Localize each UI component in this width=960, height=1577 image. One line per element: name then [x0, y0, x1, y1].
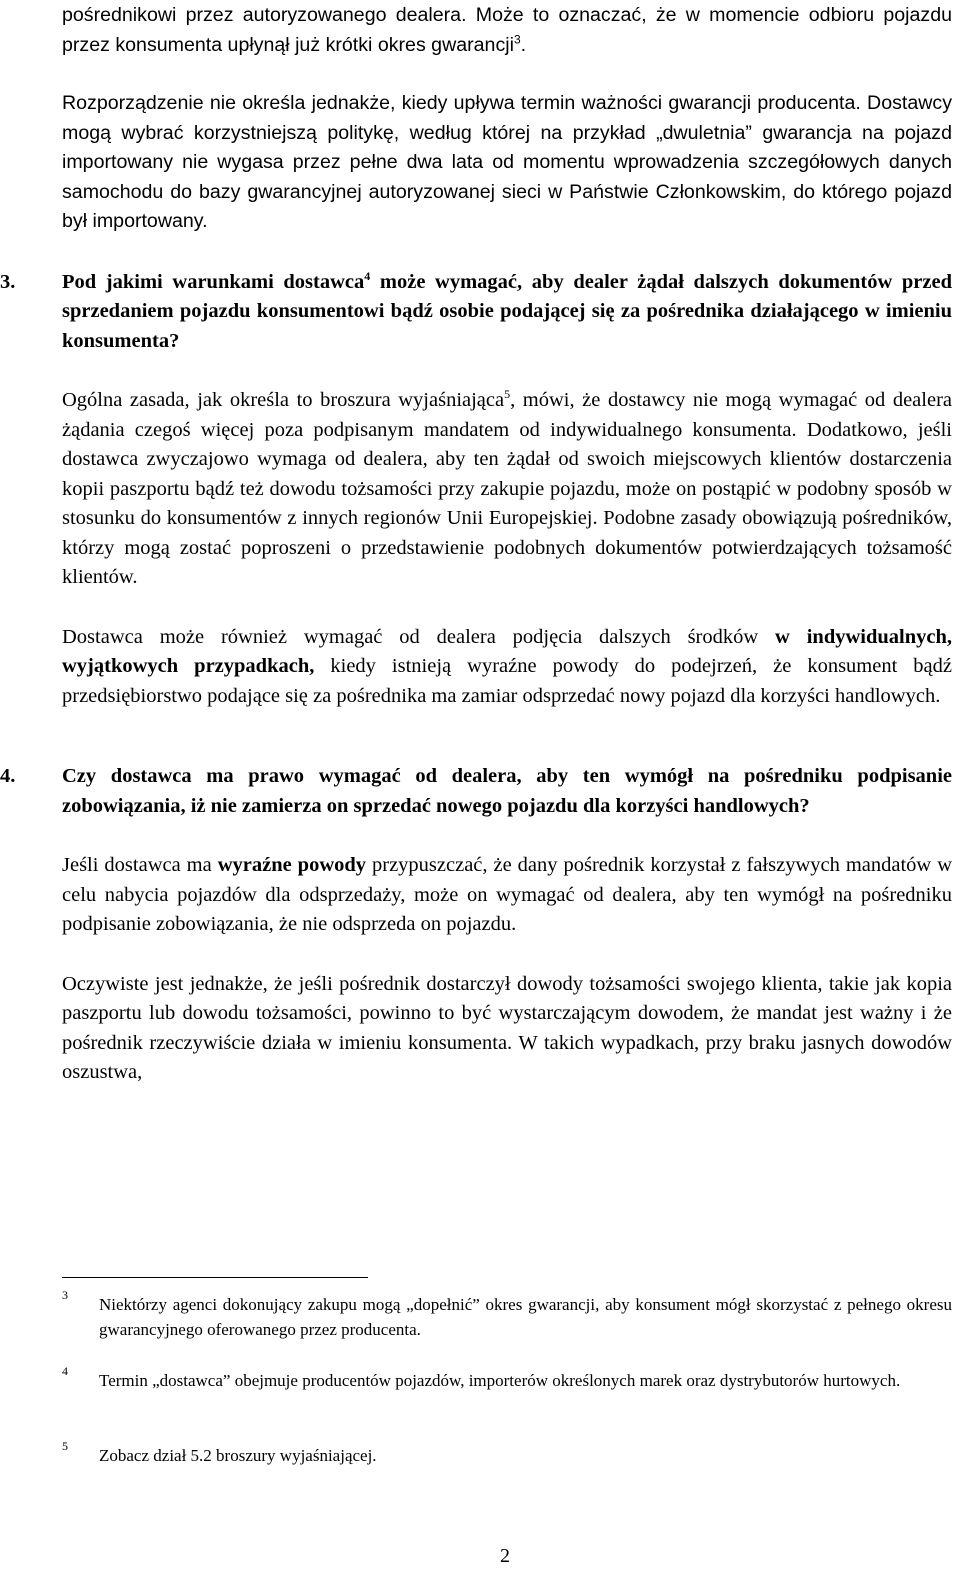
- question-4: [0, 762, 952, 821]
- question-number: 3.: [0, 270, 16, 293]
- question-text: Czy dostawca ma prawo wymagać od dealera, aby ten wymógł na pośredniku podpisanie zobowiązania, iż nie zamierza on sprzedać nowego pojazdu dla korzyści handlowych?: [62, 765, 952, 817]
- footnote-4: [62, 1364, 952, 1394]
- footnote-ref-4[interactable]: 4: [364, 268, 371, 283]
- footnote-mark: 5: [62, 1439, 68, 1453]
- question-number: 4.: [0, 765, 16, 787]
- footnote-3: [62, 1288, 952, 1342]
- footnote-ref-3[interactable]: 3: [513, 31, 521, 46]
- footnote-text: Niektórzy agenci dokonujący zakupu mogą „dopełnić” okres gwarancji, aby konsument mógł skorzystać z pełnego okresu gwarancyjnego oferowanego przez producenta.: [99, 1295, 952, 1339]
- question-text: Pod jakimi warunkami dostawca$^4$ może wymagać, aby dealer żądał dalszych dokumentów przed sprzedaniem pojazdu konsumentowi bądź osobie podającej się za pośrednika działającego w imieniu konsumenta?: [62, 268, 953, 352]
- footnote-separator: [62, 1277, 368, 1278]
- paragraph-warranty-intro: pośrednikowi przez autoryzowanego dealera. Może to oznaczać, że w momencie odbioru pojazdu przez konsumenta upłynął już krótki okres gwarancji$^3$.: [62, 4, 952, 56]
- footnote-text: Zobacz dział 5.2 broszury wyjaśniającej.: [99, 1446, 377, 1465]
- footnote-text: Termin „dostawca” obejmuje producentów pojazdów, importerów określonych marek oraz dystrybutorów hurtowych.: [99, 1371, 901, 1390]
- paragraph-general-rule: Ogólna zasada, jak określa to broszura wyjaśniająca$^5$, mówi, że dostawcy nie mogą wymagać od dealera żądania czegoś więcej poza podpisanym mandatem od indywidualnego konsumenta. Dodatkowo, jeśli dostawca zwyczajowo wymaga od dealera, aby ten żądał od swoich miejscowych klientów dostarczenia kopii paszportu bądź też dowodu tożsamości przy zakupie pojazdu, może on postąpić w podobny sposób w stosunku do konsumentów z innych regionów Unii Europejskiej. Podobne zasady obowiązują pośredników, którzy mogą zostać poproszeni o przedstawienie podobnych dokumentów potwierdzających tożsamość klientów.: [62, 387, 952, 588]
- footnote-mark: 3: [62, 1288, 68, 1302]
- footnote-ref-5[interactable]: 5: [504, 387, 511, 402]
- paragraph-obvious: Oczywiste jest jednakże, że jeśli pośrednik dostarczył dowody tożsamości swojego klienta, takie jak kopia paszportu lub dowodu tożsamości, powinno to być wystarczającym dowodem, że mandat jest ważny i że pośrednik rzeczywiście działa w imieniu konsumenta. W takich wypadkach, przy braku jasnych dowodów oszustwa,: [62, 972, 952, 1083]
- question-3: [0, 268, 953, 357]
- paragraph-regulation: Rozporządzenie nie określa jednakże, kiedy upływa termin ważności gwarancji producenta. Dostawcy mogą wybrać korzystniejszą politykę, według której na przykład „dwuletnia” gwarancja na pojazd importowany nie wygasa przez pełne dwa lata od momentu wprowadzenia szczegółowych danych samochodu do bazy gwarancyjnej autoryzowanej sieci w Państwie Członkowskim, do którego pojazd był importowany.: [62, 92, 952, 232]
- paragraph-clear-reasons: Jeśli dostawca ma wyraźne powody przypuszczać, że dany pośrednik korzystał z fałszywych mandatów w celu nabycia pojazdów dla odsprzedaży, może on wymagać od dealera, aby ten wymógł na pośredniku podpisanie zobowiązania, że nie odsprzeda on pojazdu.: [62, 854, 953, 935]
- footnote-mark: 4: [62, 1364, 68, 1378]
- paragraph-exceptional-cases: Dostawca może również wymagać od dealera podjęcia dalszych środków w indywidualnych, wyjątkowych przypadkach, kiedy istnieją wyraźne powody do podejrzeń, że konsument bądź przedsiębiorstwo podające się za pośrednika ma zamiar odsprzedać nowy pojazd dla korzyści handlowych.: [62, 625, 952, 707]
- page-number: 2: [500, 1545, 510, 1567]
- footnote-5: [62, 1439, 952, 1469]
